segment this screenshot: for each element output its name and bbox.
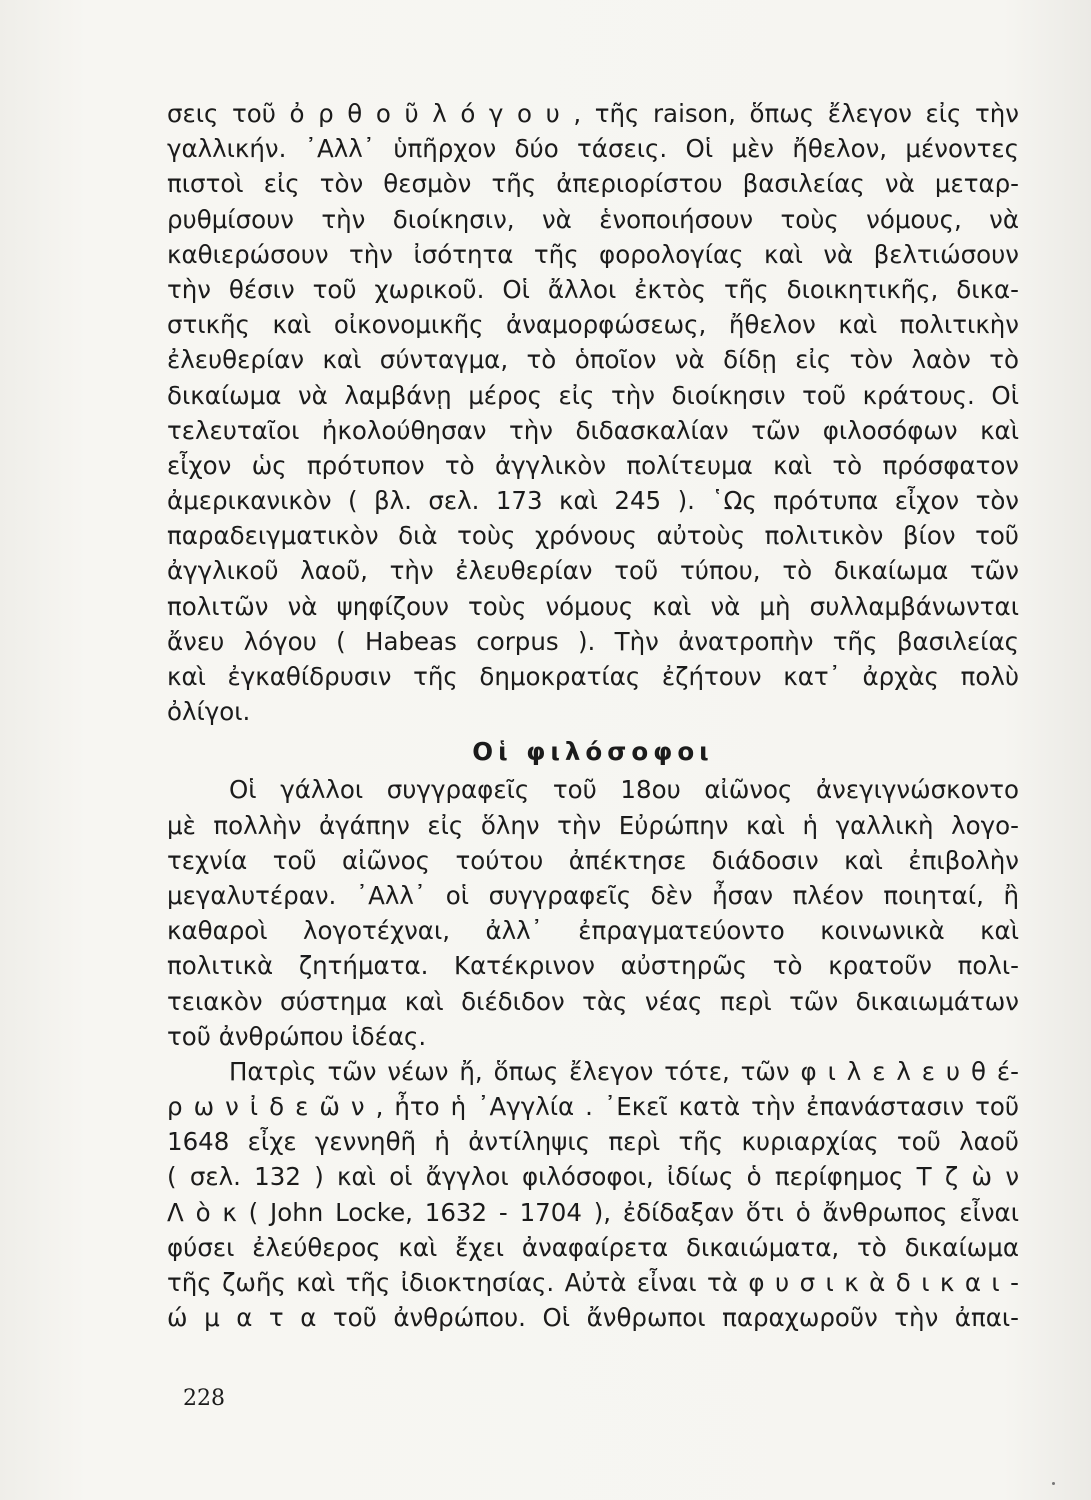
text-line: καὶ ἐγκαθίδρυσιν τῆς δημοκρατίας ἐζήτουν κατ᾿ ἀρχὰς πολὺ	[167, 662, 1019, 691]
text-line: τοῦ ἀνθρώπου ἰδέας.	[167, 1021, 427, 1051]
text-line: 1648 εἶχε γεννηθῆ ἡ ἀντίληψις περὶ τῆς κυριαρχίας τοῦ λαοῦ	[167, 1127, 1019, 1157]
text-line: παραδειγματικὸν διὰ τοὺς χρόνους αὐτοὺς πολιτικὸν βίον τοῦ	[167, 521, 1019, 551]
text-line: τὴν θέσιν τοῦ χωρικοῦ. Οἱ ἄλλοι ἐκτὸς τῆς διοικητικῆς, δικα-	[167, 274, 1019, 304]
text-line: πολιτῶν νὰ ψηφίζουν τοὺς νόμους καὶ νὰ μὴ συλλαμβάνωνται	[167, 591, 1019, 621]
text-line: στικῆς καὶ οἰκονομικῆς ἀναμορφώσεως, ἤθελον καὶ πολιτικὴν	[167, 310, 1019, 340]
text-line: πολιτικὰ ζητήματα. Κατέκρινον αὐστηρῶς τὸ κρατοῦν πολι-	[167, 951, 1019, 981]
body-text	[167, 96, 1019, 1335]
text-line: καθαροὶ λογοτέχναι, ἀλλ᾿ ἐπραγματεύοντο κοινωνικὰ καὶ	[167, 916, 1019, 946]
text-line: τειακὸν σύστημα καὶ διέδιδον τὰς νέας περὶ τῶν δικαιωμάτων	[167, 986, 1019, 1016]
text-line: τεχνία τοῦ αἰῶνος τούτου ἀπέκτησε διάδοσιν καὶ ἐπιβολὴν	[167, 845, 1019, 875]
text-line: ὀλίγοι.	[167, 697, 251, 727]
text-line: ἄνευ λόγου ( Habeas corpus ). Τὴν ἀνατροπὴν τῆς βασιλείας	[167, 626, 1019, 656]
text-line: δικαίωμα νὰ λαμβάνῃ μέρος εἰς τὴν διοίκησιν τοῦ κράτους. Οἱ	[167, 380, 1019, 410]
text-line: τελευταῖοι ἠκολούθησαν τὴν διδασκαλίαν τῶν φιλοσόφων καὶ	[167, 415, 1019, 445]
page-number: 228	[183, 1386, 225, 1411]
text-line: ώ μ α τ α τοῦ ἀνθρώπου. Οἱ ἄνθρωποι παραχωροῦν τὴν ἀπαι-	[167, 1303, 1019, 1333]
paragraph-3	[167, 1054, 1019, 1336]
section-heading: Οἱ φιλόσοφοι	[472, 737, 714, 767]
text-line: Λ ὸ κ ( John Locke, 1632 - 1704 ), ἐδίδαξαν ὅτι ὁ ἄνθρωπος εἶναι	[167, 1197, 1019, 1227]
paragraph-1	[167, 96, 1019, 729]
text-line: εἶχον ὡς πρότυπον τὸ ἀγγλικὸν πολίτευμα καὶ τὸ πρόσφατον	[167, 450, 1019, 480]
text-line: ( σελ. 132 ) καὶ οἱ ἄγγλοι φιλόσοφοι, ἰδίως ὁ περίφημος Τ ζ ὼ ν	[167, 1162, 1019, 1192]
text-line: γαλλικήν. ᾿Αλλ᾿ ὑπῆρχον δύο τάσεις. Οἱ μὲν ἤθελον, μένοντες	[167, 134, 1019, 164]
text-line: πιστοὶ εἰς τὸν θεσμὸν τῆς ἀπεριορίστου βασιλείας νὰ μεταρ-	[167, 169, 1019, 199]
paragraph-2	[167, 772, 1019, 1054]
text-line: ἀγγλικοῦ λαοῦ, τὴν ἐλευθερίαν τοῦ τύπου, τὸ δικαίωμα τῶν	[167, 556, 1019, 586]
text-line: μὲ πολλὴν ἀγάπην εἰς ὅλην τὴν Εὐρώπην καὶ ἡ γαλλικὴ λογο-	[167, 810, 1019, 840]
text-line: ἐλευθερίαν καὶ σύνταγμα, τὸ ὁποῖον νὰ δίδῃ εἰς τὸν λαὸν τὸ	[167, 345, 1019, 375]
text-line: σεις τοῦ ὀ ρ θ ο ῦ λ ό γ ο υ , τῆς raison, ὅπως ἔλεγον εἰς τὴν	[167, 99, 1019, 128]
text-line: Πατρὶς τῶν νέων ἤ, ὅπως ἔλεγον τότε, τῶν φ ι λ ε λ ε υ θ έ-	[229, 1056, 1019, 1086]
text-line: ρυθμίσουν τὴν διοίκησιν, νὰ ἑνοποιήσουν τοὺς νόμους, νὰ	[167, 204, 1019, 234]
text-line: φύσει ἐλεύθερος καὶ ἔχει ἀναφαίρετα δικαιώματα, τὸ δικαίωμα	[167, 1232, 1019, 1262]
dust-speck	[1052, 1482, 1055, 1485]
text-line: τῆς ζωῆς καὶ τῆς ἰδιοκτησίας. Αὐτὰ εἶναι τὰ φ υ σ ι κ ὰ δ ι κ α ι -	[167, 1268, 1019, 1297]
text-line: μεγαλυτέραν. ᾿Αλλ᾿ οἱ συγγραφεῖς δὲν ἦσαν πλέον ποιηταί, ἢ	[167, 880, 1019, 910]
text-line: ρ ω ν ἰ δ ε ῶ ν , ἦτο ἡ ᾿Αγγλία . ᾿Εκεῖ κατὰ τὴν ἐπανάστασιν τοῦ	[167, 1092, 1019, 1122]
text-line: Οἱ γάλλοι συγγραφεῖς τοῦ 18ου αἰῶνος ἀνεγιγνώσκοντο	[229, 775, 1019, 805]
text-line: ἀμερικανικὸν ( βλ. σελ. 173 καὶ 245 ). ῾Ως πρότυπα εἶχον τὸν	[167, 486, 1019, 516]
text-line: καθιερώσουν τὴν ἰσότητα τῆς φορολογίας καὶ νὰ βελτιώσουν	[167, 239, 1019, 269]
